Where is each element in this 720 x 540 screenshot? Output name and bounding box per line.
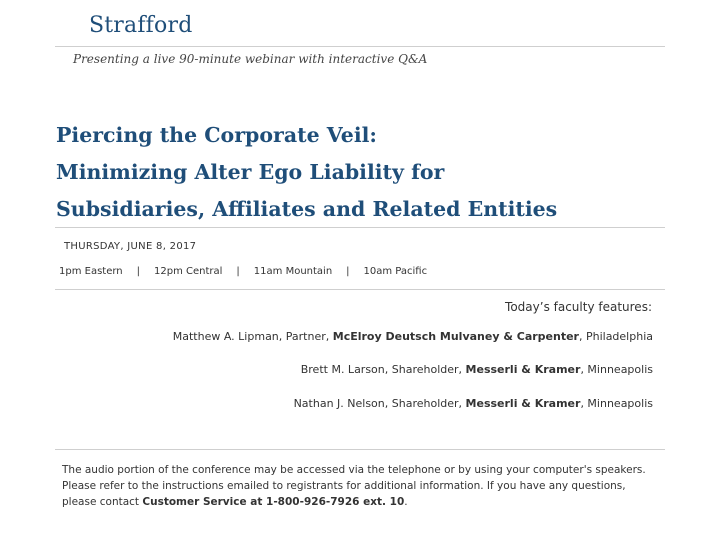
notice-end: . bbox=[404, 496, 408, 508]
title-line-2: Minimizing Alter Ego Liability for bbox=[56, 160, 445, 184]
webinar-date: THURSDAY, JUNE 8, 2017 bbox=[64, 241, 197, 252]
faculty-city: , Minneapolis bbox=[580, 363, 653, 376]
faculty-firm: Messerli & Kramer bbox=[465, 397, 581, 410]
time-separator: | bbox=[346, 266, 350, 277]
time-separator: | bbox=[236, 266, 240, 277]
schedule-divider bbox=[55, 289, 665, 290]
time-zones bbox=[59, 266, 427, 277]
title-line-3: Subsidiaries, Affiliates and Related Entities bbox=[56, 197, 558, 221]
faculty-member bbox=[173, 330, 653, 343]
faculty-name-title: Nathan J. Nelson, Shareholder, bbox=[293, 397, 466, 410]
time-mountain: 11am Mountain bbox=[253, 266, 333, 277]
faculty-member bbox=[294, 397, 653, 410]
customer-service-contact: Customer Service at 1-800-926-7926 ext. 10 bbox=[142, 496, 405, 508]
faculty-heading: Today’s faculty features: bbox=[505, 300, 652, 314]
faculty-city: , Philadelphia bbox=[578, 330, 653, 343]
strafford-logo: Strafford bbox=[89, 13, 193, 38]
faculty-name-title: Brett M. Larson, Shareholder, bbox=[300, 363, 466, 376]
header-divider bbox=[55, 46, 665, 47]
webinar-tagline: Presenting a live 90-minute webinar with interactive Q&A bbox=[73, 52, 428, 66]
notice-text: The audio portion of the conference may be accessed via the telephone or by using your computer's speakers. Please refer to the instructions emailed to registrants for additional information. If you have any questions, please contact bbox=[62, 464, 646, 508]
faculty-member bbox=[301, 363, 653, 376]
faculty-name-title: Matthew A. Lipman, Partner, bbox=[172, 330, 333, 343]
faculty-firm: McElroy Deutsch Mulvaney & Carpenter bbox=[332, 330, 579, 343]
time-separator: | bbox=[136, 266, 141, 277]
audio-notice bbox=[62, 462, 662, 510]
webinar-title bbox=[56, 117, 557, 228]
time-central: 12pm Central bbox=[154, 266, 223, 277]
time-eastern: 1pm Eastern bbox=[59, 266, 123, 277]
title-divider bbox=[55, 227, 665, 228]
time-pacific: 10am Pacific bbox=[363, 266, 428, 277]
faculty-city: , Minneapolis bbox=[580, 397, 653, 410]
faculty-firm: Messerli & Kramer bbox=[465, 363, 581, 376]
faculty-divider bbox=[55, 449, 665, 450]
title-line-1: Piercing the Corporate Veil: bbox=[56, 123, 377, 147]
